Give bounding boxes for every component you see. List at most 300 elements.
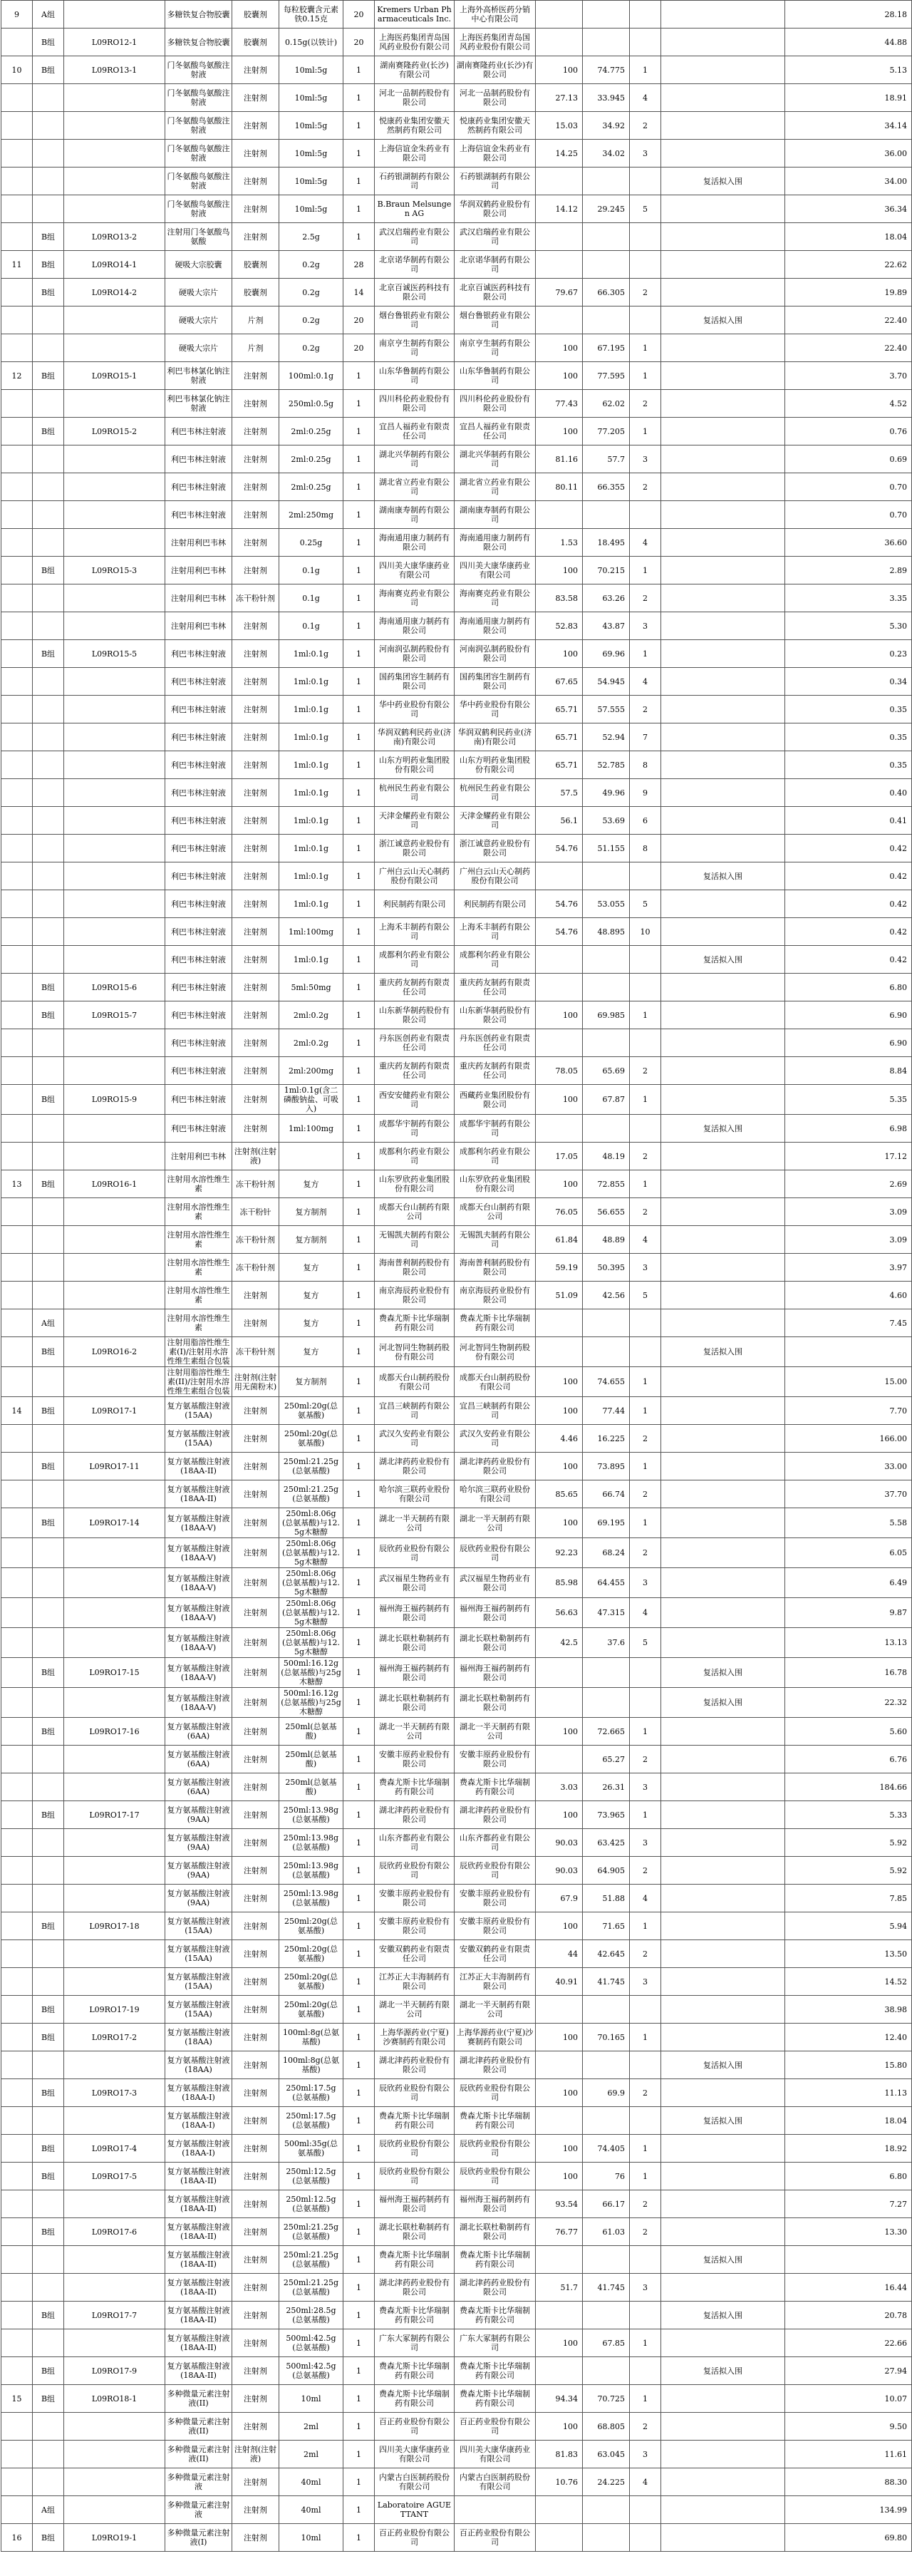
rank-cell: 1 — [630, 2385, 661, 2413]
manufacturer-cell: 福州海王福药制药有限公司 — [455, 1658, 536, 1688]
procurement-code-cell — [64, 1115, 165, 1143]
price-score-cell — [583, 1337, 630, 1367]
pack-qty-cell: 1 — [343, 1001, 375, 1029]
price-score-cell: 69.9 — [583, 2079, 630, 2107]
manufacturer-cell: 湖北长联杜勒制药有限公司 — [455, 1688, 536, 1718]
rank-cell — [630, 1, 661, 29]
dosage-form-cell: 注射剂 — [232, 1115, 279, 1143]
group-seq-cell — [1, 2079, 33, 2107]
quality-group-cell — [33, 1198, 64, 1226]
spec-cell: 1ml:0.1g — [279, 668, 343, 696]
remark-cell — [661, 84, 785, 112]
weight-score-cell: 44 — [536, 1940, 583, 1968]
quality-group-cell — [33, 751, 64, 779]
pack-qty-cell: 1 — [343, 1143, 375, 1170]
generic-name-cell: 复方氨基酸注射液(15AA) — [165, 1940, 232, 1968]
price-score-cell: 68.805 — [583, 2413, 630, 2441]
holder-cell: 南京海辰药业股份有限公司 — [375, 1282, 455, 1309]
manufacturer-cell: 海南赛克药业有限公司 — [455, 584, 536, 612]
procurement-code-cell — [64, 1254, 165, 1282]
holder-cell: 费森尤斯卡比华瑞制药有限公司 — [375, 2385, 455, 2413]
weight-score-cell — [536, 1658, 583, 1688]
pack-qty-cell: 1 — [343, 612, 375, 640]
unit-price-cell: 3.09 — [785, 1226, 912, 1254]
dosage-form-cell: 注射剂 — [232, 2246, 279, 2274]
pack-qty-cell: 1 — [343, 1658, 375, 1688]
manufacturer-cell: 北京百诚医药科技有限公司 — [455, 279, 536, 306]
spec-cell: 10ml:5g — [279, 140, 343, 168]
spec-cell: 250ml:13.98g(总氨基酸) — [279, 1829, 343, 1857]
group-seq-cell — [1, 84, 33, 112]
procurement-code-cell — [64, 751, 165, 779]
unit-price-cell: 15.80 — [785, 2051, 912, 2079]
price-score-cell: 24.225 — [583, 2468, 630, 2496]
unit-price-cell — [785, 1337, 912, 1367]
rank-cell: 8 — [630, 751, 661, 779]
pack-qty-cell: 1 — [343, 1568, 375, 1598]
weight-score-cell: 85.65 — [536, 1480, 583, 1508]
spec-cell: 10ml:5g — [279, 195, 343, 223]
procurement-code-cell — [64, 195, 165, 223]
manufacturer-cell: 南京亨生制药有限公司 — [455, 334, 536, 362]
procurement-code-cell — [64, 1857, 165, 1885]
rank-cell: 2 — [630, 2079, 661, 2107]
group-seq-cell — [1, 2441, 33, 2468]
weight-score-cell — [536, 1029, 583, 1057]
price-score-cell: 73.895 — [583, 1453, 630, 1480]
group-seq-cell — [1, 1568, 33, 1598]
unit-price-cell: 13.50 — [785, 1940, 912, 1968]
spec-cell: 1ml:0.1g — [279, 890, 343, 918]
procurement-code-cell — [64, 1198, 165, 1226]
spec-cell: 0.1g — [279, 612, 343, 640]
rank-cell: 5 — [630, 195, 661, 223]
holder-cell: 湖北长联杜勒制药有限公司 — [375, 1688, 455, 1718]
dosage-form-cell: 冻干粉针 — [232, 1198, 279, 1226]
unit-price-cell: 13.13 — [785, 1628, 912, 1658]
rank-cell: 1 — [630, 1367, 661, 1397]
table-row — [1, 362, 912, 390]
procurement-code-cell: L09RO12-1 — [64, 29, 165, 56]
pack-qty-cell: 20 — [343, 1, 375, 29]
generic-name-cell: 门冬氨酸鸟氨酸注射液 — [165, 140, 232, 168]
generic-name-cell: 复方氨基酸注射液(18AA-V) — [165, 1598, 232, 1628]
procurement-code-cell — [64, 1829, 165, 1857]
unit-price-cell: 5.30 — [785, 612, 912, 640]
quality-group-cell — [33, 1857, 64, 1885]
quality-group-cell — [33, 112, 64, 140]
generic-name-cell: 复方氨基酸注射液(9AA) — [165, 1857, 232, 1885]
procurement-code-cell: L09RO15-9 — [64, 1085, 165, 1115]
generic-name-cell: 复方氨基酸注射液(18AA-II) — [165, 2246, 232, 2274]
rank-cell: 4 — [630, 1226, 661, 1254]
group-seq-cell — [1, 2107, 33, 2135]
price-score-cell: 57.555 — [583, 696, 630, 723]
quality-group-cell — [33, 1367, 64, 1397]
spec-cell: 0.2g — [279, 251, 343, 279]
weight-score-cell: 77.43 — [536, 390, 583, 418]
price-score-cell: 61.03 — [583, 2218, 630, 2246]
procurement-code-cell — [64, 1968, 165, 1996]
dosage-form-cell: 注射剂 — [232, 807, 279, 835]
quality-group-cell: A组 — [33, 1309, 64, 1337]
group-seq-cell — [1, 2329, 33, 2357]
remark-cell — [661, 2413, 785, 2441]
generic-name-cell: 多种微量元素注射液(II) — [165, 2385, 232, 2413]
quality-group-cell — [33, 1688, 64, 1718]
remark-cell: 复活拟入围 — [661, 2107, 785, 2135]
holder-cell: 成都天台山制药股份有限公司 — [375, 1367, 455, 1397]
rank-cell: 10 — [630, 918, 661, 946]
spec-cell: 2ml — [279, 2441, 343, 2468]
price-score-cell: 63.26 — [583, 584, 630, 612]
manufacturer-cell: 湖南康寿制药有限公司 — [455, 501, 536, 529]
dosage-form-cell: 注射剂 — [232, 1568, 279, 1598]
table-row — [1, 2135, 912, 2163]
quality-group-cell — [33, 140, 64, 168]
remark-cell — [661, 1598, 785, 1628]
quality-group-cell — [33, 1568, 64, 1598]
rank-cell: 1 — [630, 56, 661, 84]
table-row — [1, 1996, 912, 2024]
group-seq-cell — [1, 723, 33, 751]
procurement-code-cell — [64, 1029, 165, 1057]
remark-cell — [661, 1568, 785, 1598]
generic-name-cell: 多糖铁复合物胶囊 — [165, 29, 232, 56]
rank-cell: 2 — [630, 2218, 661, 2246]
dosage-form-cell: 注射剂 — [232, 2274, 279, 2302]
manufacturer-cell: 湖北津药药业股份有限公司 — [455, 2051, 536, 2079]
spec-cell: 1ml:0.1g — [279, 946, 343, 974]
rank-cell: 2 — [630, 1538, 661, 1568]
spec-cell: 250ml:0.5g — [279, 390, 343, 418]
unit-price-cell: 34.00 — [785, 168, 912, 195]
remark-cell — [661, 1057, 785, 1085]
table-row — [1, 668, 912, 696]
procurement-code-cell — [64, 1773, 165, 1801]
price-score-cell: 47.315 — [583, 1598, 630, 1628]
procurement-code-cell — [64, 2107, 165, 2135]
price-score-cell: 26.31 — [583, 1773, 630, 1801]
dosage-form-cell: 注射剂 — [232, 140, 279, 168]
procurement-code-cell — [64, 112, 165, 140]
dosage-form-cell: 注射剂 — [232, 2357, 279, 2385]
weight-score-cell — [536, 946, 583, 974]
quality-group-cell — [33, 1143, 64, 1170]
dosage-form-cell: 注射剂 — [232, 2385, 279, 2413]
table-row — [1, 612, 912, 640]
price-score-cell — [583, 2524, 630, 2552]
procurement-code-cell — [64, 445, 165, 473]
weight-score-cell: 61.84 — [536, 1226, 583, 1254]
quality-group-cell — [33, 195, 64, 223]
group-seq-cell — [1, 1337, 33, 1367]
weight-score-cell: 54.76 — [536, 890, 583, 918]
remark-cell — [661, 1940, 785, 1968]
remark-cell — [661, 223, 785, 251]
generic-name-cell: 利巴韦林注射液 — [165, 1057, 232, 1085]
spec-cell: 10ml:5g — [279, 112, 343, 140]
unit-price-cell: 36.34 — [785, 195, 912, 223]
dosage-form-cell: 注射剂 — [232, 1829, 279, 1857]
price-score-cell: 64.905 — [583, 1857, 630, 1885]
dosage-form-cell: 胶囊剂 — [232, 279, 279, 306]
weight-score-cell: 42.5 — [536, 1628, 583, 1658]
holder-cell: 南京亨生制药有限公司 — [375, 334, 455, 362]
rank-cell: 1 — [630, 1085, 661, 1115]
manufacturer-cell: 河北一品制药股份有限公司 — [455, 84, 536, 112]
table-row — [1, 1397, 912, 1425]
table-row — [1, 1598, 912, 1628]
price-score-cell — [583, 2357, 630, 2385]
table-row — [1, 2218, 912, 2246]
rank-cell: 2 — [630, 473, 661, 501]
weight-score-cell: 100 — [536, 2024, 583, 2051]
table-row — [1, 1198, 912, 1226]
group-seq-cell — [1, 1001, 33, 1029]
table-row — [1, 890, 912, 918]
manufacturer-cell: 百正药业股份有限公司 — [455, 2413, 536, 2441]
remark-cell — [661, 1170, 785, 1198]
pack-qty-cell: 1 — [343, 557, 375, 584]
price-score-cell: 71.65 — [583, 1912, 630, 1940]
weight-score-cell: 4.46 — [536, 1425, 583, 1453]
quality-group-cell — [33, 2413, 64, 2441]
rank-cell: 4 — [630, 668, 661, 696]
weight-score-cell: 56.63 — [536, 1598, 583, 1628]
weight-score-cell — [536, 501, 583, 529]
holder-cell: 福州海王福药制药有限公司 — [375, 2190, 455, 2218]
rank-cell: 4 — [630, 1598, 661, 1628]
unit-price-cell: 6.98 — [785, 1115, 912, 1143]
holder-cell: 成都利尔药业有限公司 — [375, 1143, 455, 1170]
procurement-code-cell: L09RO17-16 — [64, 1718, 165, 1746]
spec-cell: 10ml:5g — [279, 84, 343, 112]
table-row — [1, 779, 912, 807]
generic-name-cell: 硬吸大宗片 — [165, 334, 232, 362]
table-row — [1, 2441, 912, 2468]
manufacturer-cell: 山东华鲁制药有限公司 — [455, 362, 536, 390]
rank-cell — [630, 2357, 661, 2385]
spec-cell: 250ml:20g(总氨基酸) — [279, 1912, 343, 1940]
group-seq-cell: 16 — [1, 2524, 33, 2552]
table-row — [1, 807, 912, 835]
pack-qty-cell: 1 — [343, 1628, 375, 1658]
generic-name-cell: 复方氨基酸注射液(18AA-V) — [165, 1658, 232, 1688]
dosage-form-cell: 注射剂 — [232, 1857, 279, 1885]
price-score-cell — [583, 1309, 630, 1337]
dosage-form-cell: 注射剂 — [232, 2524, 279, 2552]
pack-qty-cell: 1 — [343, 362, 375, 390]
remark-cell — [661, 2024, 785, 2051]
table-row — [1, 1170, 912, 1198]
unit-price-cell: 6.05 — [785, 1538, 912, 1568]
table-row — [1, 1857, 912, 1885]
dosage-form-cell: 注射剂 — [232, 974, 279, 1001]
unit-price-cell: 18.04 — [785, 223, 912, 251]
quality-group-cell — [33, 1628, 64, 1658]
procurement-code-cell — [64, 1309, 165, 1337]
unit-price-cell: 9.87 — [785, 1598, 912, 1628]
generic-name-cell: 复方氨基酸注射液(18AA-II) — [165, 2274, 232, 2302]
procurement-code-cell: L09RO13-2 — [64, 223, 165, 251]
weight-score-cell: 90.03 — [536, 1857, 583, 1885]
dosage-form-cell: 注射剂 — [232, 473, 279, 501]
dosage-form-cell: 注射剂(注射用无菌粉末) — [232, 1367, 279, 1397]
group-seq-cell — [1, 1367, 33, 1397]
rank-cell: 3 — [630, 612, 661, 640]
dosage-form-cell: 注射剂 — [232, 1801, 279, 1829]
price-score-cell: 54.945 — [583, 668, 630, 696]
spec-cell: 2ml:0.25g — [279, 473, 343, 501]
generic-name-cell: 注射用水溶性维生素 — [165, 1170, 232, 1198]
weight-score-cell: 100 — [536, 1001, 583, 1029]
pack-qty-cell: 1 — [343, 1746, 375, 1773]
holder-cell: 悦康药业集团安徽天然制药有限公司 — [375, 112, 455, 140]
unit-price-cell: 9.50 — [785, 2413, 912, 2441]
procurement-code-cell — [64, 168, 165, 195]
table-row — [1, 140, 912, 168]
table-row — [1, 1226, 912, 1254]
unit-price-cell: 4.52 — [785, 390, 912, 418]
dosage-form-cell: 注射剂 — [232, 529, 279, 557]
generic-name-cell: 利巴韦林注射液 — [165, 1115, 232, 1143]
table-row — [1, 1773, 912, 1801]
rank-cell: 4 — [630, 2468, 661, 2496]
rank-cell: 3 — [630, 1829, 661, 1857]
table-row — [1, 168, 912, 195]
spec-cell: 1ml:0.1g — [279, 640, 343, 668]
unit-price-cell: 69.80 — [785, 2524, 912, 2552]
pack-qty-cell: 1 — [343, 1801, 375, 1829]
manufacturer-cell: 安徽丰原药业股份有限公司 — [455, 1746, 536, 1773]
generic-name-cell: 利巴韦林注射液 — [165, 1085, 232, 1115]
spec-cell: 250ml:8.06g(总氨基酸)与12.5g木糖醇 — [279, 1538, 343, 1568]
generic-name-cell: 注射用利巴韦林 — [165, 584, 232, 612]
rank-cell: 1 — [630, 1170, 661, 1198]
dosage-form-cell: 注射剂 — [232, 1885, 279, 1912]
pack-qty-cell: 20 — [343, 306, 375, 334]
manufacturer-cell: 国药集团容生制药有限公司 — [455, 668, 536, 696]
dosage-form-cell: 注射剂 — [232, 2218, 279, 2246]
table-row — [1, 1912, 912, 1940]
spec-cell: 复方 — [279, 1170, 343, 1198]
holder-cell: 成都利尔药业有限公司 — [375, 946, 455, 974]
weight-score-cell: 100 — [536, 1508, 583, 1538]
weight-score-cell: 17.05 — [536, 1143, 583, 1170]
table-row — [1, 2329, 912, 2357]
pack-qty-cell: 1 — [343, 1337, 375, 1367]
weight-score-cell: 100 — [536, 1801, 583, 1829]
manufacturer-cell: 山东齐都药业有限公司 — [455, 1829, 536, 1857]
generic-name-cell: 硬吸大宗片 — [165, 279, 232, 306]
manufacturer-cell: 河南润弘制药股份有限公司 — [455, 640, 536, 668]
generic-name-cell: 复方氨基酸注射液(18AA-V) — [165, 1508, 232, 1538]
rank-cell: 1 — [630, 2329, 661, 2357]
quality-group-cell: B组 — [33, 557, 64, 584]
pack-qty-cell: 1 — [343, 168, 375, 195]
quality-group-cell: B组 — [33, 2135, 64, 2163]
procurement-code-cell: L09RO17-5 — [64, 2163, 165, 2190]
spec-cell: 1ml:0.1g — [279, 779, 343, 807]
dosage-form-cell: 注射剂 — [232, 696, 279, 723]
rank-cell: 1 — [630, 362, 661, 390]
unit-price-cell: 11.13 — [785, 2079, 912, 2107]
weight-score-cell — [536, 1309, 583, 1337]
spec-cell: 250ml:20g(总氨基酸) — [279, 1996, 343, 2024]
rank-cell: 2 — [630, 112, 661, 140]
remark-cell — [661, 696, 785, 723]
procurement-code-cell — [64, 2246, 165, 2274]
procurement-code-cell — [64, 1367, 165, 1397]
pack-qty-cell: 1 — [343, 2218, 375, 2246]
remark-cell — [661, 112, 785, 140]
table-row — [1, 862, 912, 890]
quality-group-cell: B组 — [33, 1453, 64, 1480]
quality-group-cell: B组 — [33, 1658, 64, 1688]
weight-score-cell: 51.09 — [536, 1282, 583, 1309]
spec-cell: 1ml:0.1g — [279, 807, 343, 835]
spec-cell: 复方 — [279, 1309, 343, 1337]
quality-group-cell — [33, 584, 64, 612]
generic-name-cell: 多种微量元素注射液 — [165, 2468, 232, 2496]
quality-group-cell — [33, 890, 64, 918]
generic-name-cell: 门冬氨酸鸟氨酸注射液 — [165, 168, 232, 195]
spec-cell: 复方制剂 — [279, 1226, 343, 1254]
spec-cell: 10ml — [279, 2524, 343, 2552]
manufacturer-cell: 广州白云山天心制药股份有限公司 — [455, 862, 536, 890]
holder-cell: 海南普利制药股份有限公司 — [375, 1254, 455, 1282]
remark-cell — [661, 1226, 785, 1254]
group-seq-cell — [1, 334, 33, 362]
pack-qty-cell: 1 — [343, 1226, 375, 1254]
quality-group-cell: A组 — [33, 1, 64, 29]
dosage-form-cell: 注射剂 — [232, 1718, 279, 1746]
remark-cell — [661, 1254, 785, 1282]
remark-cell — [661, 1968, 785, 1996]
price-score-cell: 77.44 — [583, 1397, 630, 1425]
holder-cell: 湖南赛隆药业(长沙)有限公司 — [375, 56, 455, 84]
unit-price-cell: 37.70 — [785, 1480, 912, 1508]
quality-group-cell — [33, 2051, 64, 2079]
holder-cell: 湖北津药药业股份有限公司 — [375, 1801, 455, 1829]
manufacturer-cell: 武汉启瑞药业有限公司 — [455, 223, 536, 251]
unit-price-cell: 22.62 — [785, 251, 912, 279]
weight-score-cell: 27.13 — [536, 84, 583, 112]
pack-qty-cell: 1 — [343, 2441, 375, 2468]
group-seq-cell — [1, 612, 33, 640]
holder-cell: 辰欣药业股份有限公司 — [375, 2135, 455, 2163]
table-row — [1, 1425, 912, 1453]
remark-cell — [661, 890, 785, 918]
weight-score-cell: 100 — [536, 56, 583, 84]
holder-cell: 河北智同生物制药股份有限公司 — [375, 1337, 455, 1367]
unit-price-cell: 44.88 — [785, 29, 912, 56]
table-row — [1, 2385, 912, 2413]
generic-name-cell: 复方氨基酸注射液(18AA-II) — [165, 2329, 232, 2357]
spec-cell: 5ml:50mg — [279, 974, 343, 1001]
unit-price-cell: 8.84 — [785, 1057, 912, 1085]
holder-cell: Kremers Urban Pharmaceuticals Inc. — [375, 1, 455, 29]
pack-qty-cell: 1 — [343, 2468, 375, 2496]
holder-cell: 辰欣药业股份有限公司 — [375, 1857, 455, 1885]
generic-name-cell: 利巴韦林注射液 — [165, 807, 232, 835]
quality-group-cell — [33, 2468, 64, 2496]
spec-cell: 0.15g(以铁计) — [279, 29, 343, 56]
pack-qty-cell: 1 — [343, 56, 375, 84]
procurement-code-cell — [64, 2413, 165, 2441]
manufacturer-cell: 天津金耀药业有限公司 — [455, 807, 536, 835]
